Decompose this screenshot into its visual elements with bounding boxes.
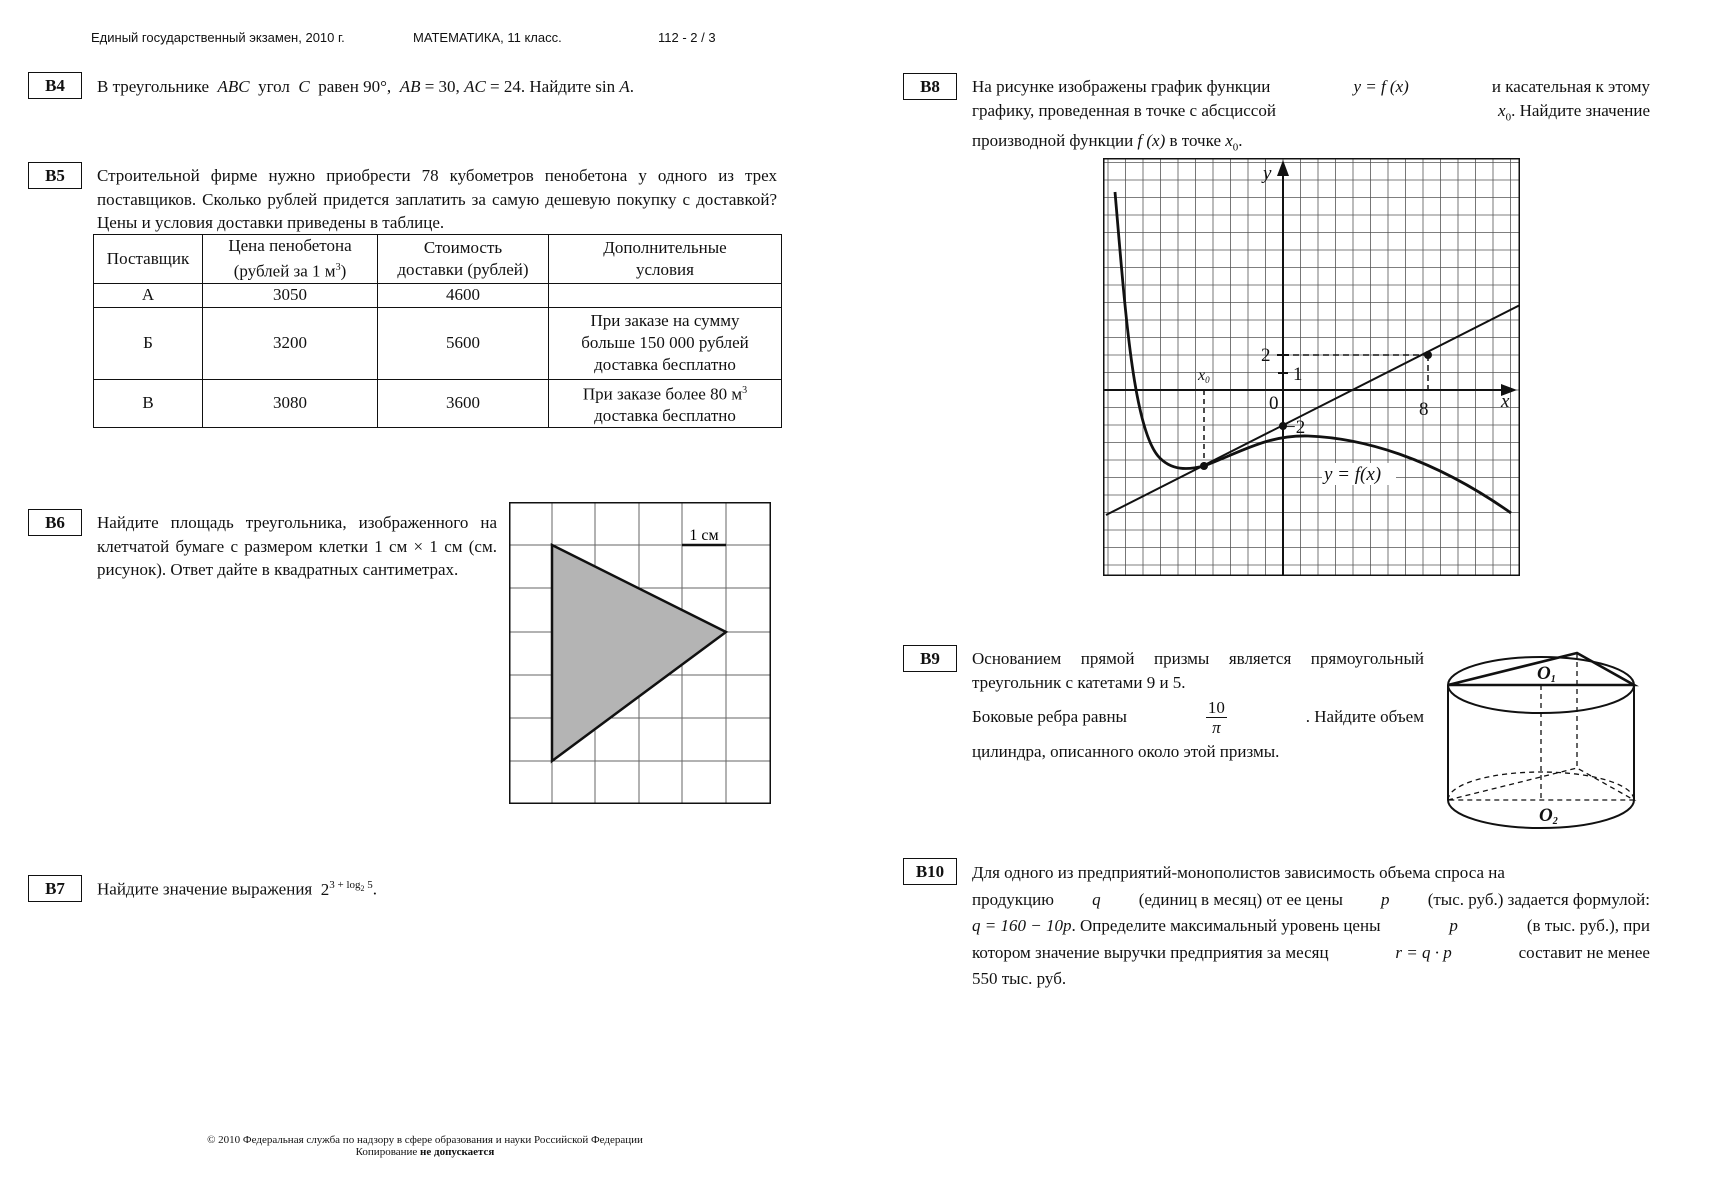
- h3a: Стоимость: [423, 237, 503, 257]
- header-subject: МАТЕМАТИКА, 11 класс.: [413, 30, 562, 45]
- tick-label-1: 1: [1293, 364, 1303, 385]
- b10-line1: [972, 860, 1650, 887]
- b7-expression: [321, 880, 373, 899]
- b4-abc: ABC: [217, 77, 250, 96]
- o1-sub: 1: [1550, 674, 1556, 685]
- b8-x0-sub: 0: [1505, 110, 1512, 123]
- row-v-cond1-wrap: [552, 380, 778, 406]
- o2-sub: 2: [1552, 816, 1558, 827]
- label-o1: [1537, 663, 1556, 685]
- b9-text4: цилиндра, описанного около этой призмы.: [972, 742, 1280, 761]
- b9-text2: Боковые ребра равны: [972, 707, 1127, 727]
- supplier-table: [93, 234, 782, 428]
- row-a-cond: [549, 283, 782, 307]
- footer-line2: [150, 1146, 700, 1158]
- tick-label-minus2: −2: [1285, 417, 1306, 438]
- b4-ac: AC: [464, 77, 486, 96]
- task-label-b5: B5: [28, 162, 82, 189]
- h2c: ): [340, 261, 347, 281]
- cylinder-prism-figure: [1443, 645, 1641, 843]
- label-o2: [1539, 805, 1558, 827]
- h2a: Цена пенобетона: [228, 236, 352, 255]
- b9-den: π: [1212, 717, 1221, 737]
- b7-end: .: [372, 879, 377, 899]
- b8-x0: [1498, 99, 1650, 130]
- b8-x0-x: x: [1498, 100, 1506, 120]
- scale-label: 1 см: [689, 527, 719, 544]
- o2: O: [1539, 805, 1553, 826]
- b8-line3: [972, 129, 1650, 160]
- b10-l5: 550 тыс. руб.: [972, 969, 1067, 988]
- b7-base: 2: [320, 879, 330, 899]
- row-v-name: В: [94, 379, 203, 428]
- task-text-b7: [97, 874, 377, 901]
- task-label-b4: B4: [28, 72, 82, 99]
- b10-formula-wrap: [972, 913, 1381, 940]
- b4-t4: . Найдите sin: [520, 77, 616, 96]
- b8-line1: [972, 75, 1650, 99]
- h2sup: 3: [335, 262, 341, 273]
- x0-x: x: [1198, 367, 1206, 384]
- row-a-delivery: 4600: [378, 283, 549, 307]
- task-label-b6: B6: [28, 509, 82, 536]
- footer-forbidden: не допускается: [420, 1146, 495, 1158]
- tick-label-2: 2: [1261, 345, 1271, 366]
- b10-formula: q = 160 − 10p: [972, 916, 1072, 935]
- b10-l2a: продукцию: [972, 889, 1054, 909]
- footer: [150, 1134, 700, 1158]
- h2b: (рублей за 1 м: [233, 261, 336, 281]
- point-8-2: [1424, 351, 1432, 359]
- footer-line1: © 2010 Федеральная служба по надзору в сфере образования и науки Российской Федерации: [207, 1134, 643, 1146]
- table-header-delivery: [378, 235, 549, 284]
- b10-l1: Для одного из предприятий-монополистов зависимость объема спроса на: [972, 863, 1505, 882]
- b9-num: 10: [1207, 697, 1225, 717]
- b8-l1b: и касательная к этому: [1491, 77, 1650, 96]
- footer-copy: Копирование: [355, 1146, 418, 1158]
- task-text-b6: Найдите площадь треугольника, изображенного на клетчатой бумаге с размером клетки 1 см × 1 см (см. рисунок). Ответ дайте в квадратных сантиметрах.: [97, 513, 497, 579]
- task-label-b9: B9: [903, 645, 957, 672]
- row-v-delivery: 3600: [378, 379, 549, 428]
- b4-ab-val: = 30,: [424, 77, 460, 96]
- b10-p: p: [1381, 889, 1390, 909]
- b9-text3: . Найдите объем: [1305, 707, 1424, 727]
- h4b: условия: [636, 259, 694, 279]
- row-v-cond1: При заказе более 80 м: [582, 384, 743, 404]
- b10-p2: p: [1449, 916, 1458, 935]
- row-b-cond2: больше 150 000 рублей: [581, 333, 749, 353]
- task-text-b8: [972, 75, 1650, 160]
- table-header-price: [203, 235, 378, 284]
- h4a: Дополнительные: [603, 237, 727, 257]
- table-header-supplier: Поставщик: [94, 235, 203, 284]
- b8-fx: f (x): [1137, 131, 1166, 151]
- b10-l3b: . Определите максимальный уровень цены: [1071, 916, 1381, 935]
- b4-ac-val: = 24: [490, 77, 521, 96]
- task-label-b8: B8: [903, 73, 957, 100]
- b8-line2: [972, 99, 1650, 130]
- b4-t1: В треугольнике: [97, 77, 209, 96]
- task-text-b5: Строительной фирме нужно приобрести 78 кубометров пенобетона у одного из трех поставщиков. Сколько рублей придется заплатить за самую дешевую покупку с доставкой? Цены и условия доставки приведены в таблице.: [97, 166, 777, 232]
- row-b-price: 3200: [203, 307, 378, 379]
- row-b-cond3: доставка бесплатно: [594, 355, 736, 375]
- x0-sub: 0: [1205, 375, 1210, 385]
- row-a-price: 3050: [203, 283, 378, 307]
- b8-l3: производной функции: [972, 131, 1134, 151]
- b7-sub: 2: [360, 884, 365, 894]
- b10-line2: [972, 887, 1650, 914]
- tick-label-8: 8: [1419, 399, 1429, 420]
- b4-t5: .: [629, 77, 635, 96]
- h2b-wrap: [206, 257, 374, 283]
- table-row: [94, 307, 782, 379]
- b8-l3b: в точке: [1169, 131, 1221, 151]
- b4-ab: AB: [399, 77, 421, 96]
- b7-exp2: 5: [364, 879, 373, 891]
- function-curve: [1115, 192, 1511, 513]
- b10-l2c: (тыс. руб.) задается формулой:: [1427, 889, 1650, 909]
- row-v-cond2: доставка бесплатно: [594, 406, 736, 426]
- header-exam: Единый государственный экзамен, 2010 г.: [91, 30, 345, 45]
- row-a-name: А: [94, 283, 203, 307]
- h3b: доставки (рублей): [397, 259, 529, 279]
- row-b-cond1: При заказе на сумму: [590, 311, 740, 331]
- x-axis-label: x: [1501, 391, 1510, 412]
- task-label-b7: B7: [28, 875, 82, 902]
- graph-gridlines: [1103, 158, 1520, 576]
- b8-l2b: . Найдите значение: [1511, 100, 1650, 120]
- row-b-name: Б: [94, 307, 203, 379]
- task-text-b4: [97, 75, 634, 99]
- b8-l1: На рисунке изображены график функции: [972, 77, 1271, 96]
- b10-line3: [972, 913, 1650, 940]
- b10-l2b: (единиц в месяц) от ее цены: [1138, 889, 1343, 909]
- b10-q: q: [1092, 889, 1101, 909]
- b10-l4b: составит не менее: [1518, 942, 1650, 962]
- b9-fraction-line: [972, 694, 1424, 740]
- b4-t3: равен 90°,: [318, 77, 392, 96]
- b10-rev: r = q · p: [1395, 942, 1452, 962]
- header-page: 112 - 2 / 3: [658, 30, 716, 45]
- x0-tick-label: [1197, 367, 1210, 385]
- b8-l3c: .: [1238, 131, 1243, 151]
- o1: O: [1537, 663, 1551, 684]
- b8-x0b-sub: 0: [1232, 141, 1239, 154]
- row-v-sup: 3: [742, 384, 748, 396]
- b9-fraction: [1206, 698, 1227, 737]
- row-v-cond: [549, 379, 782, 428]
- curve-label: y = f(x): [1324, 464, 1382, 485]
- b10-l3c: (в тыс. руб.), при: [1526, 916, 1650, 935]
- task-text-b9: [972, 647, 1424, 764]
- b10-line4: [972, 940, 1650, 967]
- b4-a: A: [619, 77, 630, 96]
- row-b-cond: [549, 307, 782, 379]
- triangle-grid-figure: [509, 502, 771, 804]
- b8-func: y = f (x): [1353, 77, 1409, 96]
- tangent-point: [1200, 462, 1208, 470]
- function-graph: [1103, 158, 1520, 576]
- table-header-row: [94, 235, 782, 284]
- table-row: [94, 283, 782, 307]
- b4-t2: угол: [258, 77, 290, 96]
- task-text-b10: [972, 860, 1650, 993]
- b8-x0b: x: [1225, 131, 1233, 151]
- y-axis-label: y: [1263, 163, 1272, 184]
- b7-exp-wrap: [329, 879, 373, 894]
- b4-c: C: [298, 77, 310, 96]
- b7-text: Найдите значение выражения: [97, 879, 313, 899]
- row-b-delivery: 5600: [378, 307, 549, 379]
- origin-label: 0: [1269, 393, 1279, 414]
- table-header-conditions: [549, 235, 782, 284]
- table-row: [94, 379, 782, 428]
- b8-l2: графику, проведенная в точке с абсциссой: [972, 100, 1276, 120]
- task-label-b10: B10: [903, 858, 957, 885]
- b10-l4a: котором значение выручки предприятия за месяц: [972, 942, 1329, 962]
- b7-exp: 3 + log: [329, 879, 361, 891]
- row-v-price: 3080: [203, 379, 378, 428]
- b9-text1: Основанием прямой призмы является прямоугольный треугольник с катетами 9 и 5.: [972, 649, 1424, 692]
